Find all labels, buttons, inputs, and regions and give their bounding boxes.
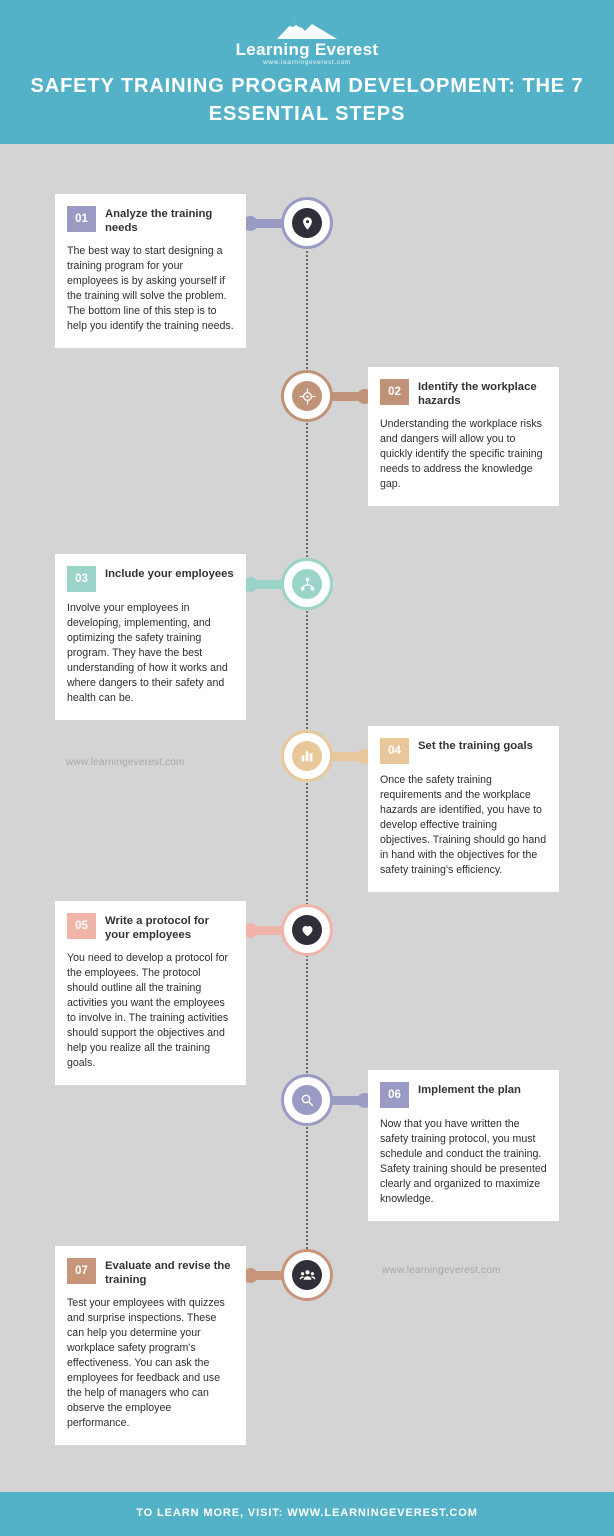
brand-logo (0, 14, 614, 68)
step-body-6: Now that you have written the safety training protocol, you must schedule and conduct the training. Safety training should be presented clearly and organized to maximize knowledge. (380, 1118, 547, 1205)
page-header (0, 0, 614, 144)
page-footer (0, 1492, 614, 1536)
step-header-1 (67, 206, 234, 235)
step-header-2 (380, 379, 547, 408)
logo-text: Learning Everest (235, 40, 379, 59)
target-icon (292, 381, 322, 411)
watermark-text-2: www.learningeverest.com (382, 1265, 501, 1276)
network-people-icon (292, 569, 322, 599)
step-body-3: Involve your employees in developing, implementing, and optimizing the safety training program. They have the best understanding of how it works and where dangers to their safety and health can be. (67, 602, 228, 704)
footer-cta-text: TO LEARN MORE, VISIT: WWW.LEARNINGEVEREST.COM (136, 1507, 478, 1519)
step-card-2 (368, 367, 559, 506)
logo-url-text: www.learningeverest.com (263, 59, 351, 66)
step-title-3: Include your employees (105, 568, 234, 580)
step-number-5: 05 (67, 913, 96, 939)
timeline-node-3 (284, 561, 330, 607)
search-magnifier-icon (292, 1085, 322, 1115)
step-card-4 (368, 726, 559, 892)
heart-icon (292, 915, 322, 945)
step-number-4: 04 (380, 738, 409, 764)
timeline-node-4 (284, 733, 330, 779)
timeline-node-5 (284, 907, 330, 953)
step-body-2: Understanding the workplace risks and dangers will allow you to quickly identify the specific training needs to address the knowledge gap. (380, 418, 543, 490)
step-card-7 (55, 1246, 246, 1445)
timeline-node-2 (284, 373, 330, 419)
timeline-node-7 (284, 1252, 330, 1298)
step-body-1: The best way to start designing a training program for your employees is by asking yourself if the training will solve the problem. The bottom line of this step is to help you identify the training needs. (67, 245, 234, 332)
step-card-3 (55, 554, 246, 720)
step-title-5: Write a protocol for your employees (105, 915, 209, 941)
step-header-7 (67, 1258, 234, 1287)
mountain-icon (275, 14, 339, 40)
step-number-6: 06 (380, 1082, 409, 1108)
watermark-text-1: www.learningeverest.com (66, 757, 185, 768)
step-number-7: 07 (67, 1258, 96, 1284)
step-title-7: Evaluate and revise the training (105, 1260, 231, 1286)
step-title-6: Implement the plan (418, 1084, 521, 1096)
timeline-node-1 (284, 200, 330, 246)
step-header-5 (67, 913, 234, 942)
step-title-2: Identify the workplace hazards (418, 381, 537, 407)
step-number-1: 01 (67, 206, 96, 232)
step-number-3: 03 (67, 566, 96, 592)
step-body-5: You need to develop a protocol for the employees. The protocol should outline all the training activities you want the employees to involve in. The training activities should support the objectives and help you realize all the training goals. (67, 952, 229, 1069)
step-card-1 (55, 194, 246, 348)
step-header-4 (380, 738, 547, 764)
step-title-1: Analyze the training needs (105, 208, 213, 234)
bar-chart-icon (292, 741, 322, 771)
group-people-icon (292, 1260, 322, 1290)
step-body-7: Test your employees with quizzes and surprise inspections. These can help you determine your workplace safety program's effectiveness. You can ask the employees for feedback and use the help of managers who can observe the employee performance. (67, 1297, 225, 1429)
step-card-5 (55, 901, 246, 1085)
step-header-6 (380, 1082, 547, 1108)
step-header-3 (67, 566, 234, 592)
timeline-node-6 (284, 1077, 330, 1123)
step-card-6 (368, 1070, 559, 1221)
step-title-4: Set the training goals (418, 740, 533, 752)
step-number-2: 02 (380, 379, 409, 405)
location-pin-icon (292, 208, 322, 238)
step-body-4: Once the safety training requirements and the workplace hazards are identified, you have to develop effective training objectives. Training should go hand in hand with the objectives for the safety training's efficiency. (380, 774, 547, 876)
page-title: SAFETY TRAINING PROGRAM DEVELOPMENT: THE 7 ESSENTIAL STEPS (30, 75, 584, 125)
